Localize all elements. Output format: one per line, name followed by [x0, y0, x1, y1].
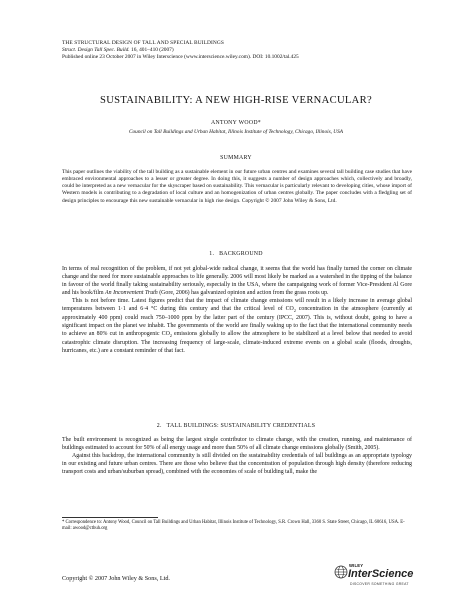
paragraph: [62, 298, 412, 356]
section-body-credentials: [62, 437, 412, 477]
brand-name: InterScience: [348, 568, 414, 580]
subscript: 2: [293, 307, 296, 313]
section-body-background: [62, 266, 412, 356]
section-heading-background: 1. BACKGROUND: [209, 251, 263, 257]
journal-abbrev: Struct. Design Tall Spec. Build.: [62, 47, 130, 54]
wiley-interscience-logo: [334, 563, 430, 591]
paragraph: Against this backdrop, the international community is still divided on the sustainability credentials of tall buildings as an appropriate typology in our existing and future urban centres. There are those who believe that the concentration of population through high density (therefore reducing transport costs and urban/suburban spread), combined with the economies of scale of building tall, make the: [62, 452, 412, 475]
paper-author: ANTONY WOOD*: [210, 120, 262, 126]
globe-icon: [334, 565, 348, 579]
summary-heading: SUMMARY: [220, 155, 252, 161]
subscript: 2: [169, 332, 172, 338]
journal-header: [62, 40, 442, 62]
journal-volume-pages: 16, 401–410 (2007): [131, 47, 174, 54]
journal-title: THE STRUCTURAL DESIGN OF TALL AND SPECIAL BUILDINGS: [62, 40, 224, 46]
brand-tagline: DISCOVER SOMETHING GREAT: [350, 582, 409, 586]
publication-info: Published online 23 October 2007 in Wiley Interscience (www.interscience.wiley.com). DOI: 10.1002/tal.425: [62, 54, 299, 61]
paragraph-text: This is not before time. Latest figures predict that the impact of climate change emissions will result in a likely increase in average global temperatures between 1·1 and 6·4 °C during this century and that the critical level of CO: [62, 297, 412, 312]
paragraph-text: emissions globally to allow the atmosphere to be stabilized at a level below that needed to avoid catastrophic climate disruption. The increasing frequency of large-scale, climate-induced extreme events on a global scale (floods, droughts, hurricanes, etc.) are a constant reminder of that fact.: [62, 330, 413, 354]
footnote-rule: [62, 517, 158, 518]
paragraph: The built environment is recognized as being the largest single contributor to climate change, with the creation, running, and maintenance of buildings estimated to account for 50% of all energy usage and more than 50% of all climate change emissions globally (Smith, 2005).: [62, 437, 412, 451]
paragraph: [62, 266, 412, 298]
copyright-notice: Copyright © 2007 John Wiley & Sons, Ltd.: [62, 575, 170, 582]
book-title: An Inconvenient Truth: [105, 289, 158, 296]
publisher-name: WILEY: [349, 563, 364, 568]
correspondence-footnote: * Correspondence to: Antony Wood, Council on Tall Buildings and Urban Habitat, Illinois Institute of Technology, S.R. Crown Hall, 3360 S. State Street, Chicago, IL 60616, USA. E-mail: awood@ctbuh.org: [62, 520, 405, 532]
section-heading-credentials: 2. TALL BUILDINGS: SUSTAINABILITY CREDENTIALS: [156, 423, 316, 429]
paragraph-text: In terms of real recognition of the problem, if not yet global-wide radical change, it seems that the world has finally turned the corner on climate change and the need for more sustainable approaches to life generally. 2006 will most likely be marked as a watershed in the tipping of the balance in favour of the world finally taking sustainability seriously, especially in the USA, where the campaigning work of former Vice-President Al Gore and his book/film: [62, 266, 412, 296]
summary-text: This paper outlines the viability of the tall building as a sustainable element in our future urban centres and examines several tall building case studies that have embraced environmental approaches to a lesser or greater degree. In doing this, it suggests a number of design approaches which, collectively and broadly, could be interpreted as a new vernacular for the skyscraper based on sustainability. This vernacular is particularly relevant to developing cities, whose import of Western models is contributing to a degradation of local culture and an homogenization of urban centres globally. The paper concludes with a fledgling set of design principles to encourage this new sustainable vernacular in high rise design. Copyright © 2007 John Wiley & Sons, Ltd.: [62, 169, 412, 204]
paragraph-text: (Gore, 2006) has galvanized opinion and action from the grass roots up.: [157, 289, 329, 296]
author-affiliation: Council on Tall Buildings and Urban Habitat, Illinois Institute of Technology, Chicago, Illinois, USA: [129, 129, 343, 135]
paper-title: SUSTAINABILITY: A NEW HIGH-RISE VERNACULAR?: [100, 95, 372, 106]
paragraph-text: concentration in the atmosphere (currently at approximately 400 ppm) could reach 750–1000 ppm by the latter part of the century (IPCC, 2007). This is, without doubt, going to have a significant impact on the planet we inhabit. The governments of the world are finally waking up to the fact that the international community needs to achieve an 80% cut in anthropogenic CO: [62, 305, 412, 337]
